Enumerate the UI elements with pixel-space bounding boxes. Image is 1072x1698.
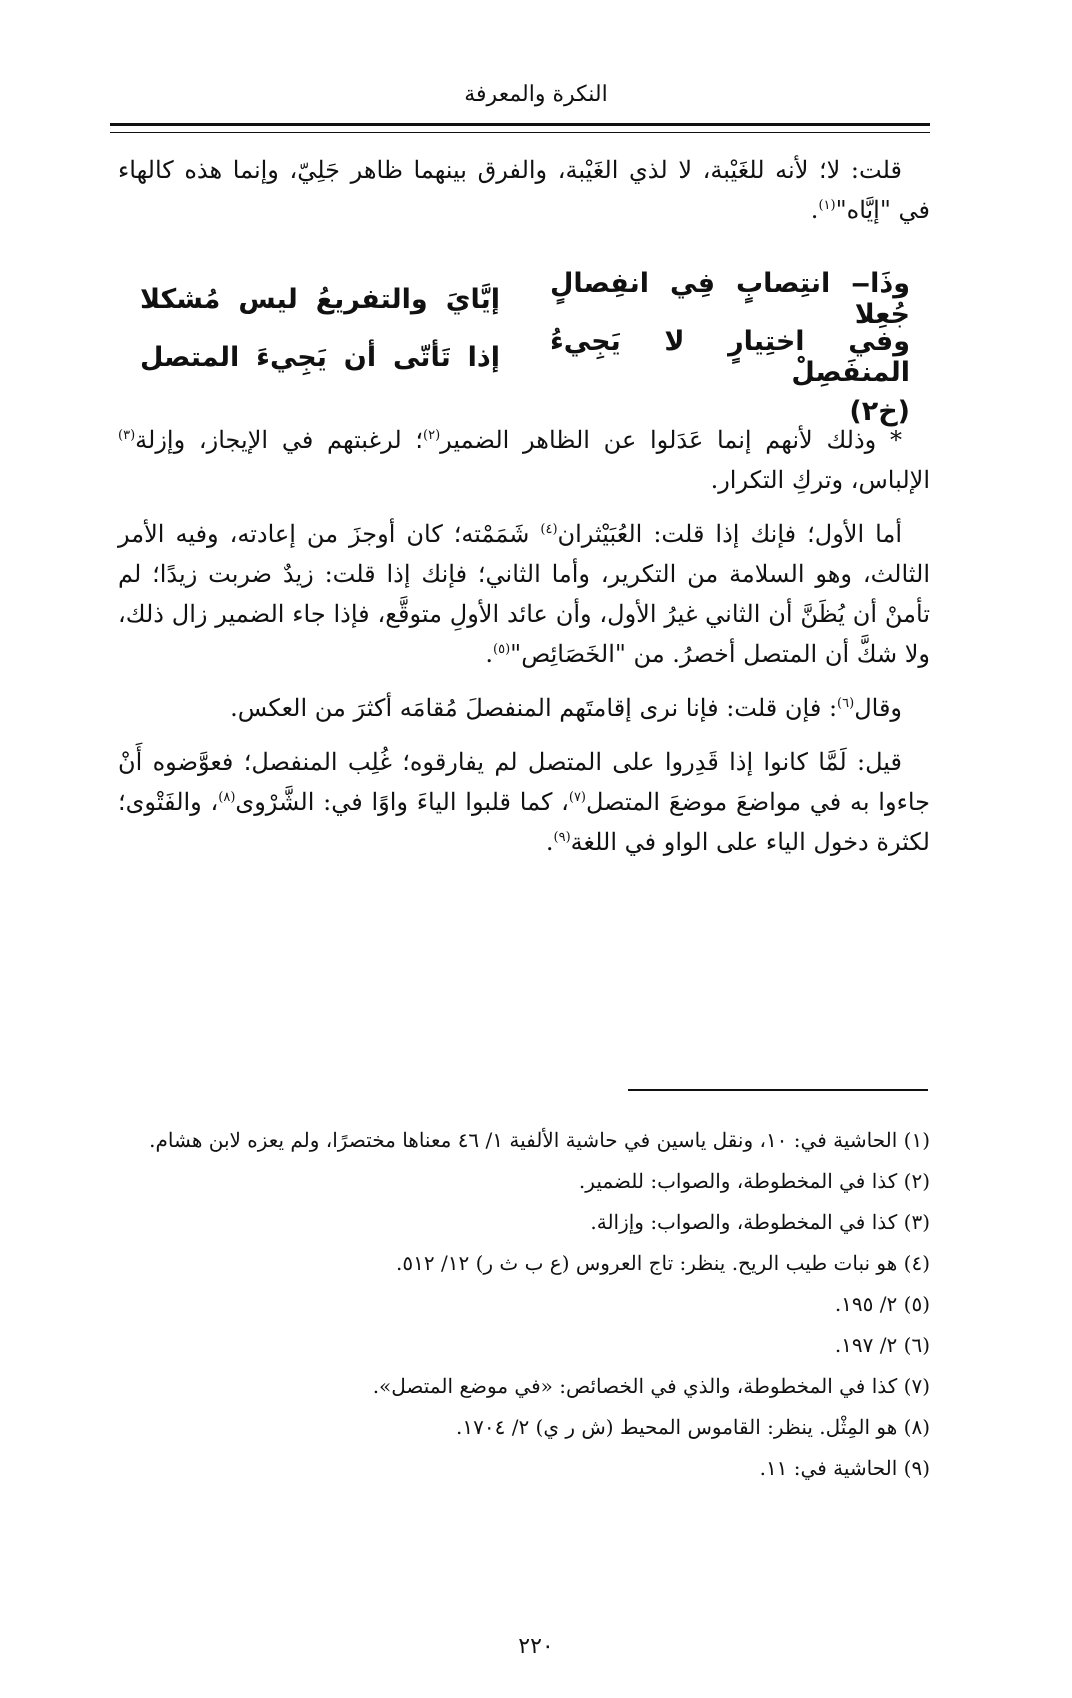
verse-line-2	[140, 328, 910, 386]
footnote-ref: (١)	[818, 198, 836, 213]
paragraph-1: * وذلك لأنهم إنما عَدَلوا عن الظاهر الضمير$^{(٢)}$؛ لرغبتهم في الإيجاز، وإزلة$^{(٣)}$ الإلباس، وتركِ التكرار.	[118, 426, 930, 494]
footnote-ref: (٩)	[553, 830, 571, 845]
paragraph-3: وقال$^{(٦)}$: فإن قلت: فإنا نرى إقامتَهم المنفصلَ مُقامَه أكثرَ من العكس.	[230, 694, 902, 722]
paragraph-4: قيل: لَمَّا كانوا إذا قَدِروا على المتصل لم يفارقوه؛ غُلِب المنفصل؛ فعوَّضوه أَنْ جاءوا به في مواضعَ موضعَ المتصل$^{(٧)}$، كما قلبوا الياءَ واوًا في: الشَّرْوى$^{(٨)}$، والفَتْوى؛ لكثرة دخول الياء على الواو في اللغة$^{(٩)}$.	[118, 748, 930, 856]
footnotes	[118, 1120, 930, 1489]
footnote-ref: (٧)	[568, 790, 586, 805]
page-number: ٢٢٠	[518, 1634, 554, 1659]
footnote-6: (٦) ٢/ ١٩٧.	[834, 1333, 930, 1357]
footnote-ref: (٨)	[218, 790, 236, 805]
footnote-ref: (٦)	[837, 696, 855, 711]
verse-2-second-hemistich: إذا تَأتّى أن يَجِيءَ المتصل	[140, 341, 500, 373]
verse-line-1	[140, 270, 910, 328]
verse-1-first-hemistich: وذَا‒ انتِصابٍ فِي انفِصالٍ جُعِلا	[550, 268, 910, 330]
footnote-ref: (٥)	[493, 642, 511, 657]
intro-paragraph	[118, 150, 930, 244]
footnote-9: (٩) الحاشية في: ١١.	[759, 1456, 930, 1480]
footnote-1: (١) الحاشية في: ١٠، ونقل ياسين في حاشية الألفية ١/ ٤٦ معناها مختصرًا، ولم يعزه لابن هشام.	[149, 1128, 930, 1152]
header-rule-thick	[110, 123, 930, 126]
footnote-ref: (٣)	[118, 428, 136, 443]
footnote-separator	[628, 1089, 928, 1091]
footnote-5: (٥) ٢/ ١٩٥.	[834, 1292, 930, 1316]
footnote-2: (٢) كذا في المخطوطة، والصواب: للضمير.	[578, 1169, 930, 1193]
running-header-title: النكرة والمعرفة	[464, 82, 608, 107]
footnote-3: (٣) كذا في المخطوطة، والصواب: وإزالة.	[590, 1210, 930, 1234]
verse-2-first-hemistich: وفي اختِيارٍ لا يَجِيءُ المنفَصِلْ	[550, 326, 910, 388]
footnote-ref: (٤)	[540, 522, 558, 537]
header-rule-thin	[110, 132, 930, 133]
poem-verses	[140, 270, 910, 436]
footnote-4: (٤) هو نبات طيب الريح. ينظر: تاج العروس (ع ب ث ر) ١٢/ ٥١٢.	[396, 1251, 930, 1275]
intro-text: قلت: لا؛ لأنه للغَيْبة، لا لذي الغَيْبة، والفرق بينهما ظاهر جَلِيّ، وإنما هذه كالهاء في "إيَّاه"$^{(١)}$.	[118, 156, 930, 224]
paragraph-2: أما الأول؛ فإنك إذا قلت: العُبَيْثران$^{(٤)}$ شَمَمْته؛ كان أوجزَ من إعادته، وفيه الأمر الثالث، وهو السلامة من التكرير، وأما الثاني؛ فإنك إذا قلت: زيدٌ ضربت زيدًا؛ لم تأمنْ أن يُظَنَّ أن الثاني غيرُ الأول، وأن عائد الأولِ متوقَّع، فإذا جاء الضمير زال ذلك، ولا شكَّ أن المتصل أخصرُ. من "الخَصَائِص"$^{(٥)}$.	[118, 520, 930, 668]
footnote-ref: (٢)	[423, 428, 441, 443]
verse-1-second-hemistich: إيَّايَ والتفريعُ ليس مُشكلا	[140, 283, 500, 315]
footnote-8: (٨) هو المِثْل. ينظر: القاموس المحيط (ش ر ي) ٢/ ١٧٠٤.	[456, 1415, 930, 1439]
manuscript-tag: (خ٢)	[849, 395, 910, 427]
main-text	[118, 420, 930, 876]
footnote-7: (٧) كذا في المخطوطة، والذي في الخصائص: «في موضع المتصل».	[372, 1374, 930, 1398]
